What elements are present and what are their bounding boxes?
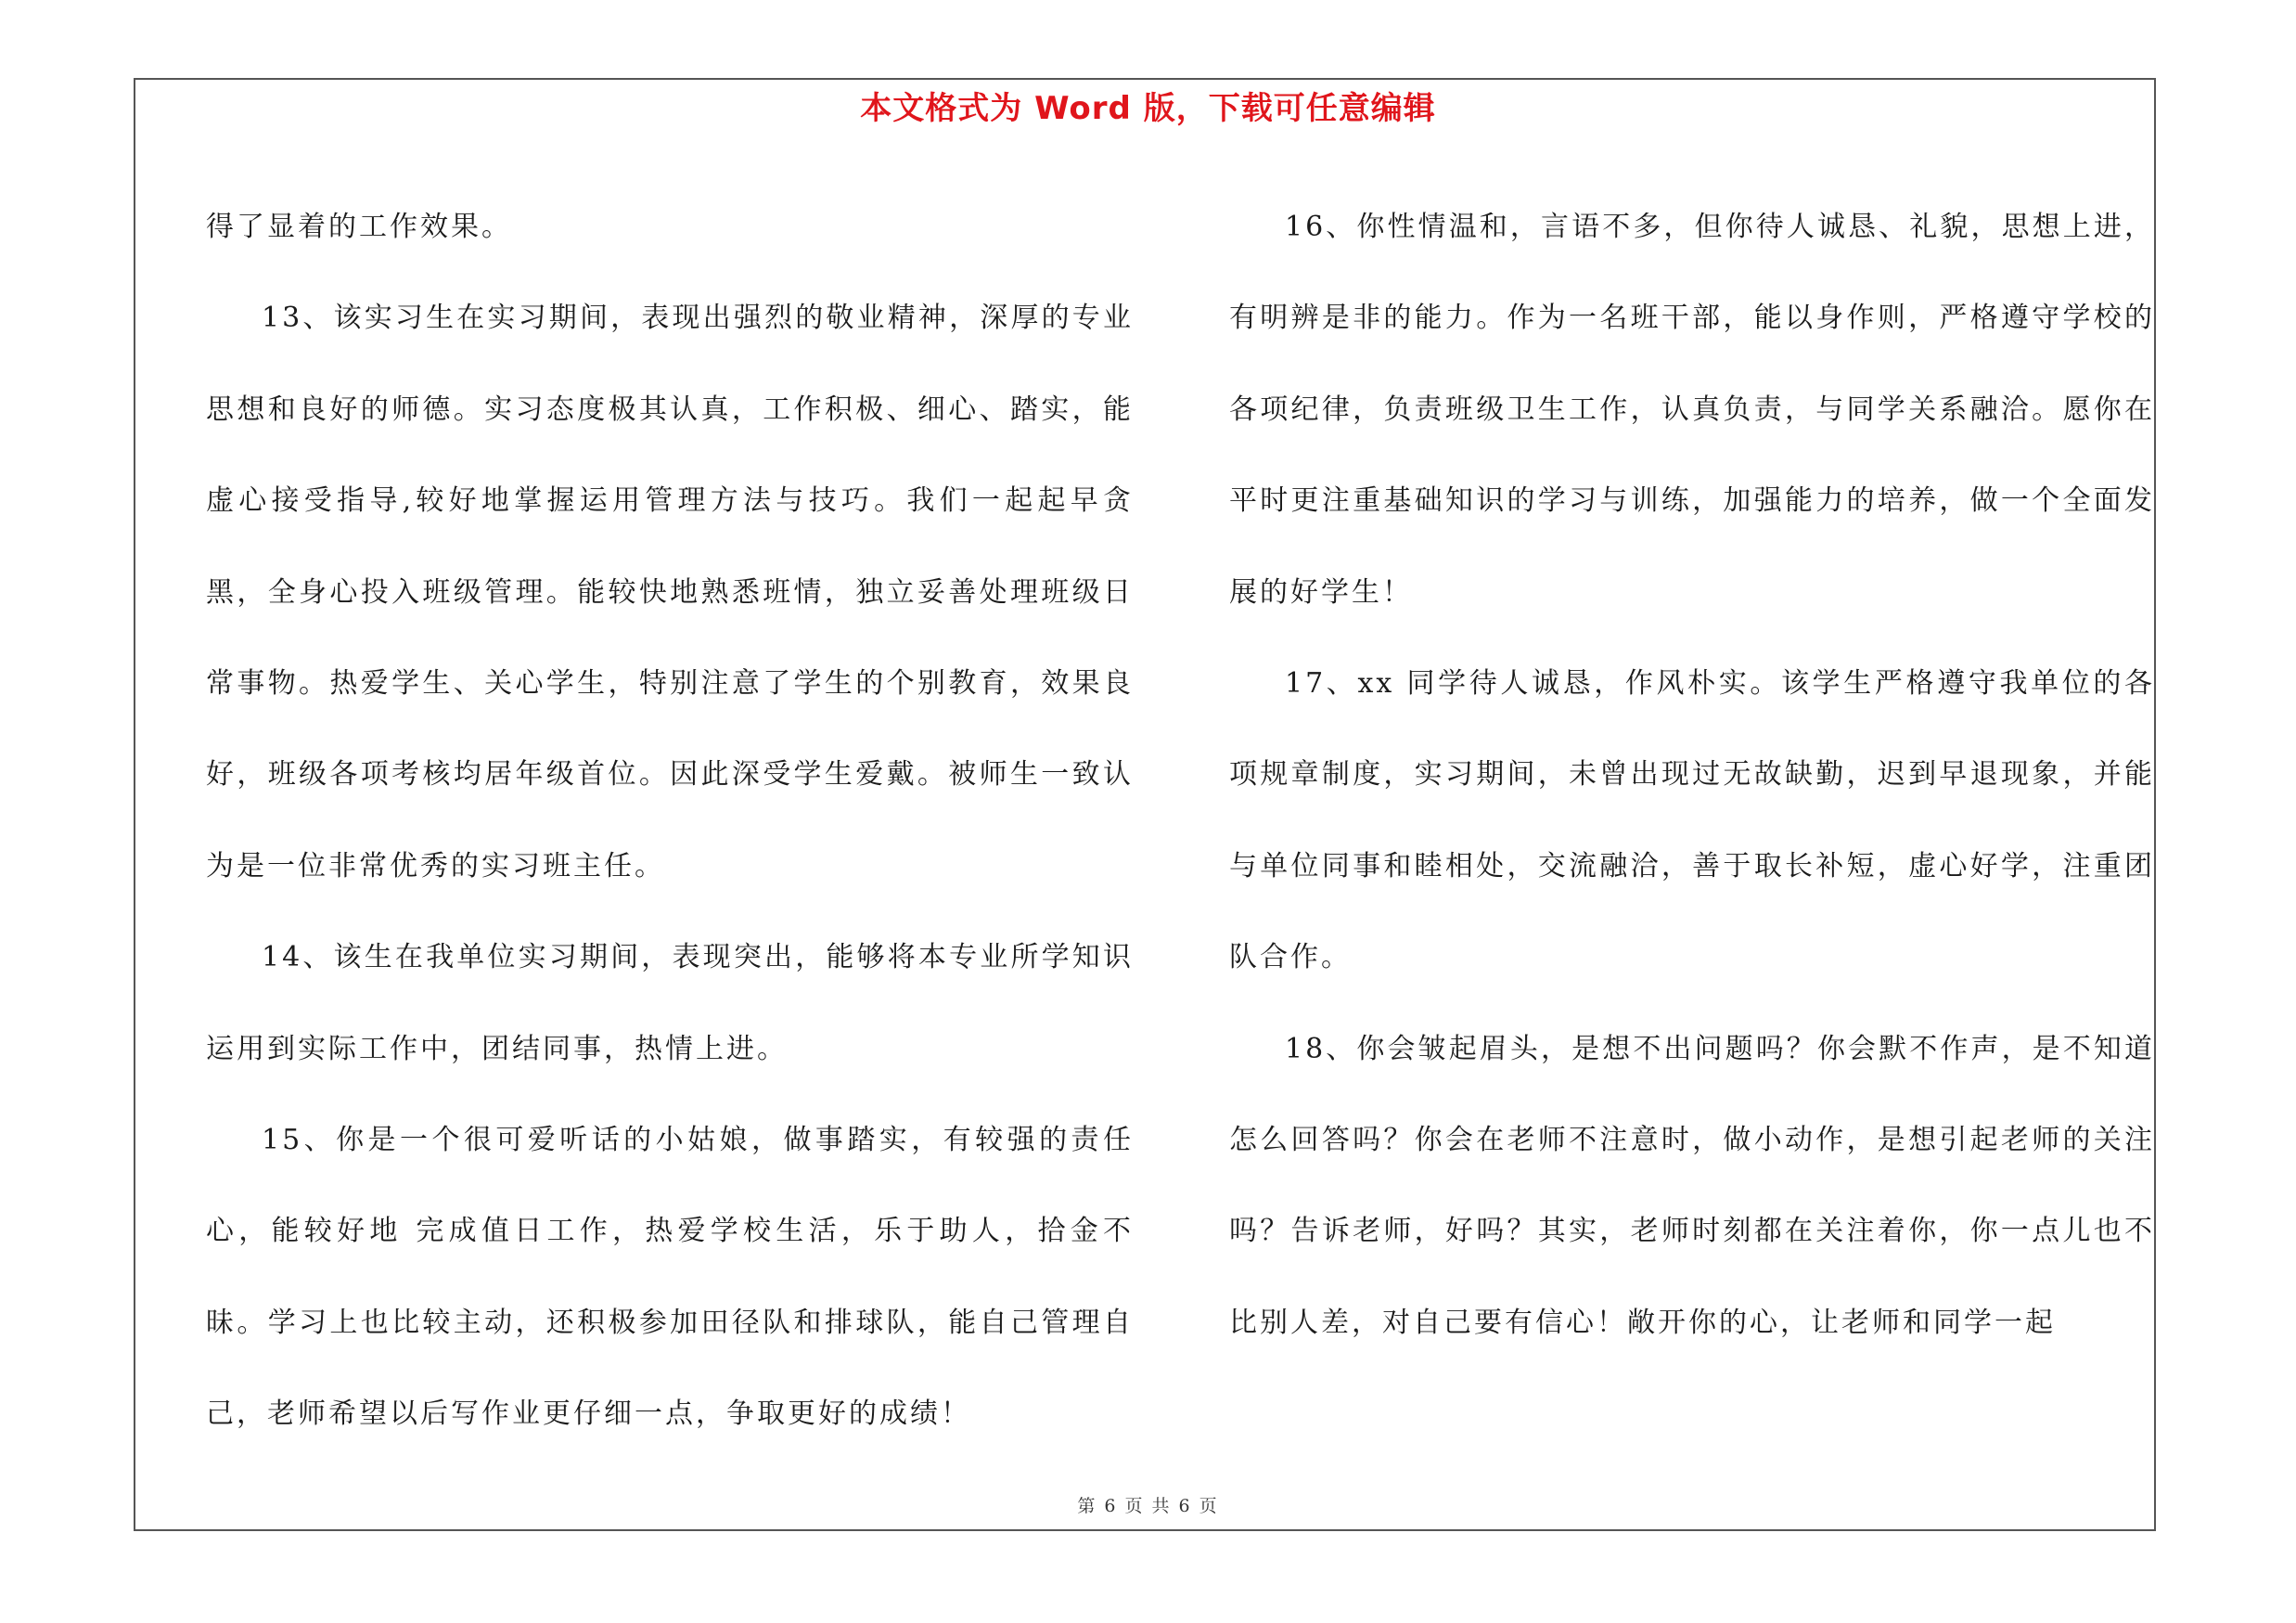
paragraph-13: 13、该实习生在实习期间，表现出强烈的敬业精神，深厚的专业思想和良好的师德。实习态度极其认真，工作积极、细心、踏实，能虚心接受指导,较好地掌握运用管理方法与技巧。我们一起起早贪黑，全身心投入班级管理。能较快地熟悉班情，独立妥善处理班级日常事物。热爱学生、关心学生，特别注意了学生的个别教育，效果良好，班级各项考核均居年级首位。因此深受学生爱戴。被师生一致认为是一位非常优秀的实习班主任。 bbox=[206, 302, 1134, 882]
paragraph-15: 15、你是一个很可爱听话的小姑娘，做事踏实，有较强的责任心，能较好地 完成值日工作，热爱学校生活，乐于助人，拾金不昧。学习上也比较主动，还积极参加田径队和排球队，能自己管理自己，老师希望以后写作业更仔细一点，争取更好的成绩！ bbox=[206, 1124, 1134, 1431]
paragraph-17: 17、xx 同学待人诚恳，作风朴实。该学生严格遵守我单位的各项规章制度，实习期间，未曾出现过无故缺勤，迟到早退现象，并能与单位同事和睦相处，交流融洽，善于取长补短，虚心好学，注重团队合作。 bbox=[1229, 667, 2155, 974]
page-number: 第 6 页 共 6 页 bbox=[1077, 1496, 1219, 1516]
word-format-banner: 本文格式为 Word 版，下载可任意编辑 bbox=[860, 90, 1436, 127]
left-column bbox=[206, 182, 1134, 1461]
paragraph-14: 14、该生在我单位实习期间，表现突出，能够将本专业所学知识运用到实际工作中，团结同事，热情上进。 bbox=[206, 941, 1134, 1065]
paragraph-16: 16、你性情温和，言语不多，但你待人诚恳、礼貌，思想上进，有明辨是非的能力。作为一名班干部，能以身作则，严格遵守学校的各项纪律，负责班级卫生工作，认真负责，与同学关系融洽。愿你在平时更注重基础知识的学习与训练，加强能力的培养，做一个全面发展的好学生！ bbox=[1229, 211, 2155, 609]
paragraph-18: 18、你会皱起眉头，是想不出问题吗？你会默不作声，是不知道怎么回答吗？你会在老师不注意时，做小动作，是想引起老师的关注吗？告诉老师，好吗？其实，老师时刻都在关注着你，你一点儿也不比别人差，对自己要有信心！敞开你的心，让老师和同学一起 bbox=[1229, 1032, 2155, 1339]
paragraph-12-tail: 得了显着的工作效果。 bbox=[206, 211, 512, 243]
right-column bbox=[1229, 182, 2155, 1369]
